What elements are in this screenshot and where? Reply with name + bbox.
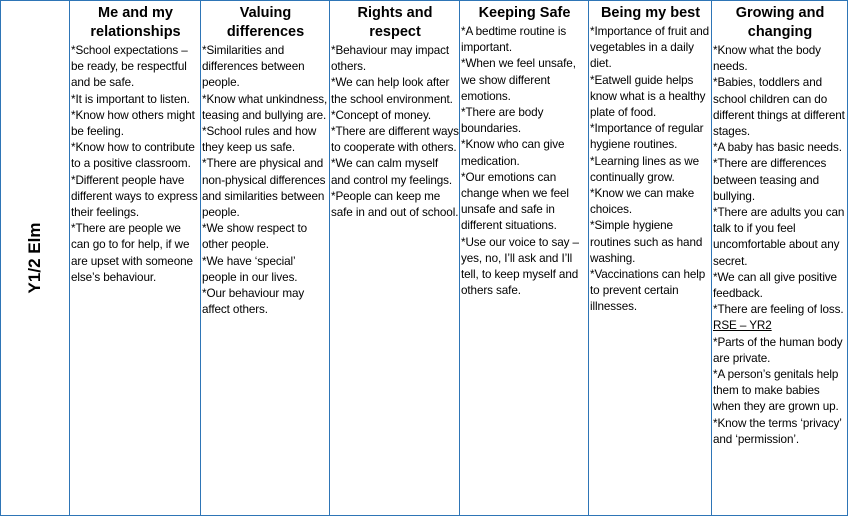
column-growing-and-changing <box>712 1 848 516</box>
list-item: *Importance of regular hygiene routines. <box>590 122 704 152</box>
column-rights-and-respect <box>330 1 460 516</box>
column-title: Keeping Safe <box>478 5 571 21</box>
column-title: Being my best <box>600 5 701 21</box>
item-list <box>713 43 847 448</box>
list-item: *Know what unkindness, teasing and bullying are. <box>202 92 328 122</box>
item-list <box>590 24 711 316</box>
list-item: *We can calm myself and control my feelings. <box>331 157 453 187</box>
list-item: *Our behaviour may affect others. <box>202 287 305 317</box>
list-item: *Importance of fruit and vegetables in a daily diet. <box>590 25 710 71</box>
row-label: Y1/2 Elm <box>25 222 44 294</box>
list-item: *There are adults you can talk to if you feel uncomfortable about any secret. <box>713 206 845 268</box>
list-item: *Different people have different ways to express their feelings. <box>71 173 198 220</box>
item-list <box>461 24 588 299</box>
list-item: *Learning lines as we continually grow. <box>590 154 699 184</box>
column-keeping-safe <box>460 1 589 516</box>
list-item: *When we feel unsafe, we show different emotions. <box>461 57 576 103</box>
item-list <box>331 43 459 221</box>
list-item: *Parts of the human body are private. <box>713 335 843 365</box>
list-item: *There are differences between teasing and bullying. <box>713 157 827 203</box>
list-item: *Behaviour may impact others. <box>331 44 450 74</box>
list-item: *There are feeling of loss. <box>713 303 844 317</box>
list-item: *People can keep me safe in and out of school. <box>331 189 459 220</box>
list-item: *Similarities and differences between people. <box>202 44 305 90</box>
column-me-and-my-relationships <box>70 1 201 516</box>
list-item: *Know what the body needs. <box>713 44 821 74</box>
list-item: *Know how to contribute to a positive classroom. <box>71 141 195 171</box>
list-item: *There are body boundaries. <box>461 106 544 136</box>
rse-subheading: RSE – YR2 <box>713 319 772 333</box>
list-item: *Our emotions can change when we feel unsafe and safe in different situations. <box>461 170 569 233</box>
column-title: Me and my relationships <box>90 5 181 40</box>
list-item: *School rules and how they keep us safe. <box>202 125 317 155</box>
list-item: *We can all give positive feedback. <box>713 270 837 301</box>
list-item: *There are people we can go to for help, if we are upset with someone else’s behaviour. <box>71 222 193 284</box>
list-item: *A baby has basic needs. <box>713 141 842 155</box>
list-item: *Know the terms ‘privacy’ and ‘permission’. <box>713 416 842 446</box>
list-item: *Use our voice to say – yes, no, I’ll ask and I’ll tell, to keep myself and others safe. <box>461 235 579 298</box>
list-item: *We have ‘special’ people in our lives. <box>202 254 298 284</box>
list-item: *Know who can give medication. <box>461 138 565 168</box>
list-item: *A person’s genitals help them to make babies when they are grown up. <box>713 368 839 414</box>
column-title: Valuing differences <box>226 5 305 40</box>
column-title: Growing and changing <box>735 5 825 40</box>
list-item: *We can help look after the school environment. <box>331 76 453 106</box>
list-item: *There are physical and non-physical differences and similarities between people. <box>202 157 326 220</box>
row-header-cell <box>1 1 70 516</box>
list-item: *A bedtime routine is important. <box>461 25 567 55</box>
item-list <box>71 43 200 286</box>
list-item: *School expectations – be ready, be respectful and be safe. <box>71 44 188 90</box>
list-item: *Vaccinations can help to prevent certain illnesses. <box>590 268 706 314</box>
list-item: *We show respect to other people. <box>202 222 308 252</box>
list-item: *It is important to listen. <box>71 92 190 106</box>
list-item: *There are different ways to cooperate with others. <box>331 125 459 155</box>
list-item: *Concept of money. <box>331 108 431 122</box>
list-item: *Know we can make choices. <box>590 187 695 217</box>
list-item: *Babies, toddlers and school children can do different things at different stages. <box>713 76 845 139</box>
column-valuing-differences <box>201 1 330 516</box>
list-item: *Know how others might be feeling. <box>71 108 195 139</box>
column-title: Rights and respect <box>357 5 433 40</box>
item-list <box>202 43 329 318</box>
column-being-my-best <box>589 1 712 516</box>
list-item: *Eatwell guide helps know what is a healthy plate of food. <box>590 73 706 120</box>
list-item: *Simple hygiene routines such as hand washing. <box>590 219 703 265</box>
